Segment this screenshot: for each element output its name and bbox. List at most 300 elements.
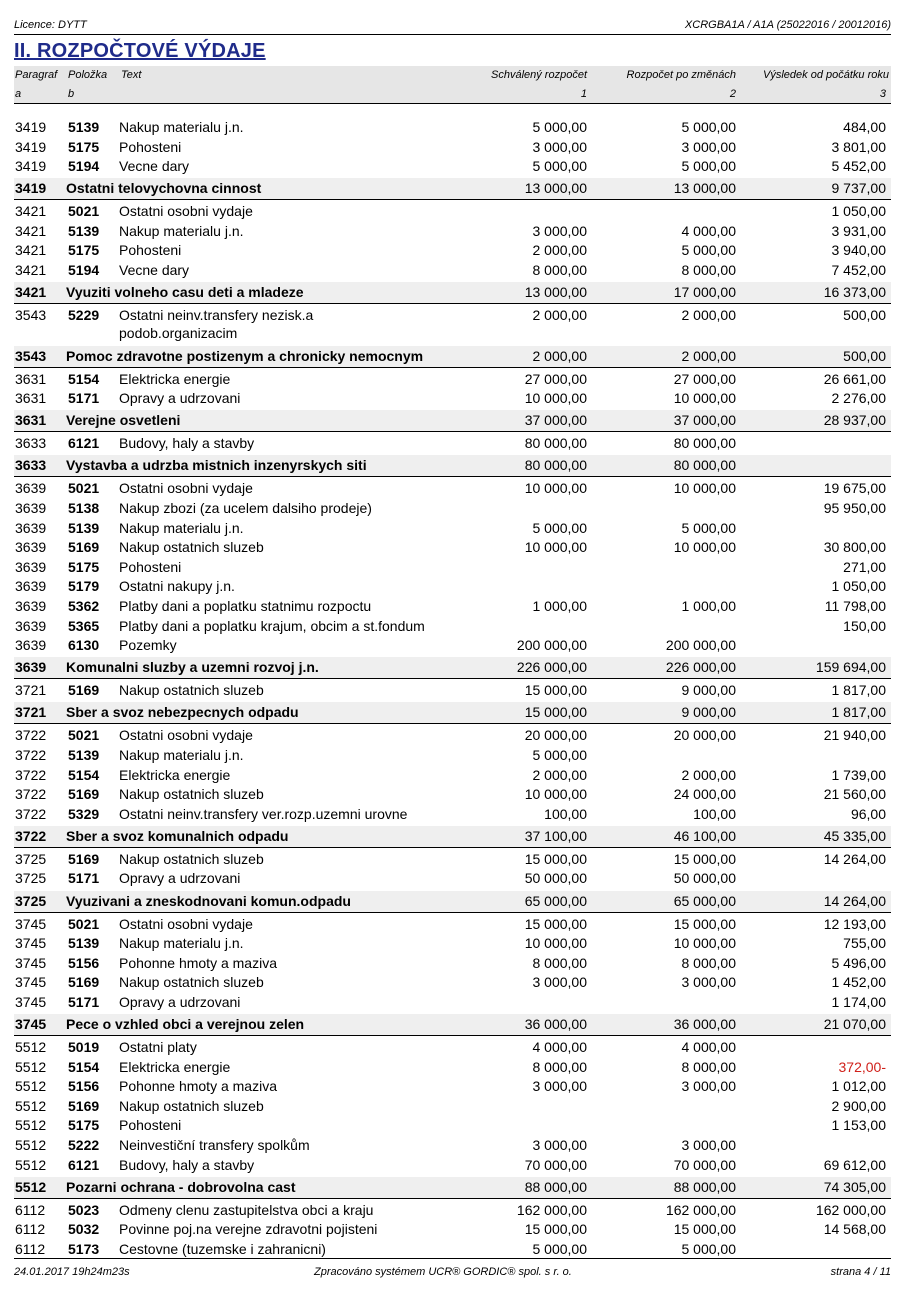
cell-i: 6121 (68, 435, 100, 452)
table-row (14, 499, 891, 519)
cell-t: Nakup materialu j.n. (119, 746, 244, 763)
cell-i: 5154 (68, 370, 100, 387)
cell-t: Opravy a udrzovani (119, 870, 241, 887)
cell-t: Ostatni osobni vydaje (119, 915, 253, 932)
cell-a2: 5 000,00 (681, 519, 736, 536)
table-row (14, 306, 891, 344)
cell-p: 6112 (15, 1221, 46, 1238)
cell-a3: 12 193,00 (823, 915, 886, 932)
cell-i: 5171 (68, 870, 100, 887)
subtotal-row (14, 891, 891, 913)
cell-a1: 2 000,00 (532, 766, 587, 783)
cell-a2: 3 000,00 (681, 1136, 736, 1153)
cell-t: Ostatni telovychovna cinnost (66, 180, 262, 197)
cell-p: 6112 (15, 1201, 46, 1218)
table-row (14, 222, 891, 242)
cell-a1: 20 000,00 (524, 727, 587, 744)
cell-a3: 372,00- (838, 1058, 886, 1075)
cell-a2: 5 000,00 (681, 1240, 736, 1257)
cell-a1: 10 000,00 (524, 935, 587, 952)
cell-a2: 5 000,00 (681, 119, 736, 135)
cell-a2: 4 000,00 (681, 222, 736, 239)
cell-t: Elektricka energie (119, 766, 231, 783)
table-row (14, 869, 891, 889)
cell-p: 3639 (15, 519, 47, 536)
cell-a2: 10 000,00 (673, 480, 736, 497)
cell-t: Elektricka energie (119, 370, 231, 387)
col-vysledek: Výsledek od počátku roku (763, 69, 889, 81)
cell-t: Odmeny clenu zastupitelstva obci a kraju (119, 1201, 374, 1218)
table-row (14, 1201, 891, 1221)
cell-t: Vecne dary (119, 158, 190, 175)
cell-p: 3745 (15, 954, 47, 971)
cell-p: 3722 (15, 827, 47, 844)
cell-a1: 10 000,00 (524, 539, 587, 556)
cell-a1: 65 000,00 (524, 892, 587, 909)
subtotal-row (14, 455, 891, 477)
cell-p: 3639 (15, 659, 47, 676)
cell-p: 3722 (15, 766, 47, 783)
cell-a1: 8 000,00 (532, 262, 587, 279)
cell-p: 5512 (15, 1156, 47, 1173)
cell-p: 3421 (15, 284, 47, 301)
cell-p: 3725 (15, 870, 47, 887)
cell-t: Budovy, haly a stavby (119, 435, 255, 452)
cell-a2: 17 000,00 (673, 284, 736, 301)
cell-a1: 5 000,00 (532, 519, 587, 536)
cell-a2: 3 000,00 (681, 974, 736, 991)
cell-p: 3631 (15, 370, 47, 387)
cell-i: 5023 (68, 1201, 100, 1218)
cell-a2: 2 000,00 (681, 307, 736, 324)
cell-a3: 11 798,00 (824, 598, 886, 614)
cell-t: Verejne osvetleni (66, 412, 181, 429)
cell-t: Nakup ostatnich sluzeb (119, 1097, 264, 1114)
table-row (14, 1097, 891, 1117)
cell-p: 3725 (15, 850, 47, 867)
cell-t: Budovy, haly a stavby (119, 1156, 255, 1173)
table-row (14, 1058, 891, 1078)
cell-a1: 5 000,00 (532, 1240, 587, 1257)
cell-t: Nakup ostatnich sluzeb (119, 682, 264, 699)
cell-i: 5171 (68, 390, 100, 407)
cell-t: Ostatni platy (119, 1039, 197, 1055)
col-1: 1 (580, 88, 587, 100)
cell-a2: 10 000,00 (673, 539, 736, 556)
cell-t: Nakup materialu j.n. (119, 119, 244, 135)
cell-a1: 15 000,00 (524, 915, 587, 932)
cell-t: Sber a svoz komunalnich odpadu (66, 827, 289, 844)
subtotal-row (14, 1177, 891, 1199)
page-number: strana 4 / 11 (830, 1266, 891, 1278)
cell-t: Nakup ostatnich sluzeb (119, 974, 264, 991)
cell-a2: 3 000,00 (681, 1078, 736, 1095)
cell-t: Platby dani a poplatku krajum, obcim a st.fondum (119, 617, 425, 634)
cell-a2: 200 000,00 (665, 637, 736, 654)
cell-p: 3639 (15, 578, 47, 595)
cell-i: 6121 (68, 1156, 100, 1173)
cell-t: Platby dani a poplatku statnimu rozpoctu (119, 598, 372, 614)
cell-i: 5362 (68, 598, 100, 614)
cell-t: Pohonne hmoty a maziva (119, 1078, 277, 1095)
cell-a2: 65 000,00 (673, 892, 736, 909)
table-row (14, 434, 891, 454)
cell-a1: 3 000,00 (532, 974, 587, 991)
table-row (14, 934, 891, 954)
cell-i: 5175 (68, 558, 100, 575)
col-a: a (15, 88, 22, 100)
cell-p: 3722 (15, 805, 47, 822)
cell-a1: 3 000,00 (532, 1136, 587, 1153)
subtotal-row (14, 346, 891, 368)
cell-a2: 100,00 (693, 805, 736, 822)
cell-a2: 10 000,00 (673, 390, 736, 407)
cell-a3: 3 801,00 (831, 138, 886, 155)
cell-a1: 27 000,00 (524, 370, 587, 387)
cell-a2: 9 000,00 (681, 682, 736, 699)
cell-i: 5139 (68, 935, 100, 952)
report-header (14, 19, 891, 35)
cell-a2: 13 000,00 (673, 180, 736, 197)
cell-a3: 1 174,00 (831, 993, 886, 1010)
cell-p: 3421 (15, 222, 47, 239)
cell-p: 3633 (15, 457, 47, 474)
cell-p: 3543 (15, 347, 47, 364)
cell-a1: 37 000,00 (524, 412, 587, 429)
cell-a1: 3 000,00 (532, 138, 587, 155)
cell-a1: 5 000,00 (532, 746, 587, 763)
cell-i: 5173 (68, 1240, 100, 1257)
cell-a3: 9 737,00 (831, 180, 886, 197)
cell-p: 3639 (15, 500, 47, 517)
cell-a3: 96,00 (850, 805, 886, 822)
cell-i: 5229 (68, 307, 100, 324)
cell-a3: 14 264,00 (823, 850, 886, 867)
cell-i: 5169 (68, 1097, 100, 1114)
cell-a2: 8 000,00 (681, 954, 736, 971)
cell-p: 5512 (15, 1039, 47, 1055)
cell-i: 5138 (68, 500, 100, 517)
cell-i: 5156 (68, 1078, 100, 1095)
cell-a3: 500,00 (843, 307, 886, 324)
cell-a3: 30 800,00 (823, 539, 886, 556)
cell-a1: 4 000,00 (532, 1039, 587, 1055)
cell-p: 3721 (15, 682, 47, 699)
cell-p: 5512 (15, 1178, 47, 1195)
cell-i: 5175 (68, 138, 100, 155)
table-row (14, 1240, 891, 1260)
cell-a2: 36 000,00 (673, 1016, 736, 1032)
cell-t: Ostatni osobni vydaje (119, 480, 253, 497)
cell-a3: 14 264,00 (823, 892, 886, 909)
table-row (14, 746, 891, 766)
cell-a1: 200 000,00 (516, 637, 587, 654)
cell-a2: 2 000,00 (681, 766, 736, 783)
cell-a2: 80 000,00 (673, 457, 736, 474)
cell-t: Opravy a udrzovani (119, 993, 241, 1010)
cell-a3: 45 335,00 (823, 827, 886, 844)
table-row (14, 118, 891, 138)
cell-a3: 21 070,00 (823, 1016, 886, 1032)
cell-a3: 7 452,00 (831, 262, 886, 279)
cell-p: 3633 (15, 435, 47, 452)
cell-p: 3745 (15, 993, 47, 1010)
cell-a1: 70 000,00 (524, 1156, 587, 1173)
table-row (14, 1077, 891, 1097)
cell-i: 5021 (68, 203, 100, 220)
cell-p: 3421 (15, 262, 47, 279)
table-row (14, 389, 891, 409)
cell-t: Pomoc zdravotne postizenym a chronicky nemocnym (66, 347, 424, 364)
cell-a1: 162 000,00 (516, 1201, 587, 1218)
table-row (14, 726, 891, 746)
table-row (14, 1116, 891, 1136)
cell-a3: 5 452,00 (831, 158, 886, 175)
cell-a1: 13 000,00 (524, 180, 587, 197)
cell-a2: 46 100,00 (673, 827, 736, 844)
cell-a3: 28 937,00 (823, 412, 886, 429)
cell-a1: 5 000,00 (532, 119, 587, 135)
table-row (14, 954, 891, 974)
table-row (14, 993, 891, 1013)
col-schvaleny: Schválený rozpočet (491, 69, 587, 81)
cell-p: 5512 (15, 1078, 47, 1095)
cell-p: 3725 (15, 892, 47, 909)
table-row (14, 1156, 891, 1176)
cell-a3: 1 817,00 (831, 682, 886, 699)
cell-a1: 88 000,00 (524, 1178, 587, 1195)
cell-a3: 162 000,00 (815, 1201, 886, 1218)
table-row (14, 261, 891, 281)
cell-a3: 16 373,00 (823, 284, 886, 301)
cell-p: 3419 (15, 119, 47, 135)
subtotal-row (14, 178, 891, 200)
cell-t: Pohonne hmoty a maziva (119, 954, 277, 971)
table-row (14, 241, 891, 261)
cell-t: Nakup materialu j.n. (119, 935, 244, 952)
cell-p: 5512 (15, 1117, 47, 1134)
table-row (14, 973, 891, 993)
cell-a1: 3 000,00 (532, 222, 587, 239)
cell-i: 5194 (68, 158, 100, 175)
licence-label: Licence: DYTT (14, 19, 87, 31)
cell-p: 3421 (15, 203, 47, 220)
cell-a3: 14 568,00 (823, 1221, 886, 1238)
cell-i: 5021 (68, 480, 100, 497)
cell-a3: 69 612,00 (823, 1156, 886, 1173)
table-row (14, 577, 891, 597)
cell-t: Nakup materialu j.n. (119, 222, 244, 239)
cell-a3: 484,00 (843, 119, 886, 135)
subtotal-row (14, 657, 891, 679)
table-row (14, 597, 891, 617)
cell-i: 5021 (68, 915, 100, 932)
cell-a1: 15 000,00 (524, 704, 587, 721)
cell-t: Pohosteni (119, 1117, 182, 1134)
table-row (14, 766, 891, 786)
col-text: Text (121, 69, 142, 81)
subtotal-row (14, 702, 891, 724)
col-paragraf: Paragraf (15, 69, 58, 81)
cell-a1: 50 000,00 (524, 870, 587, 887)
cell-i: 6130 (68, 637, 100, 654)
cell-a3: 19 675,00 (823, 480, 886, 497)
cell-p: 3639 (15, 558, 47, 575)
print-date: 24.01.2017 19h24m23s (14, 1266, 130, 1278)
subtotal-row (14, 282, 891, 304)
cell-a1: 1 000,00 (532, 598, 587, 614)
cell-a1: 226 000,00 (516, 659, 587, 676)
table-row (14, 138, 891, 158)
report-code: XCRGBA1A / A1A (25022016 / 20012016) (684, 19, 891, 31)
table-row (14, 1220, 891, 1240)
cell-i: 5021 (68, 727, 100, 744)
cell-t: Ostatni nakupy j.n. (119, 578, 235, 595)
cell-t: Vyuzivani a zneskodnovani komun.odpadu (66, 892, 351, 909)
cell-i: 5139 (68, 746, 100, 763)
table-row (14, 850, 891, 870)
table-row (14, 558, 891, 578)
cell-a3: 2 276,00 (831, 390, 886, 407)
cell-p: 5512 (15, 1097, 47, 1114)
cell-t: Neinvestiční transfery spolkům (119, 1136, 310, 1153)
cell-a3: 1 739,00 (831, 766, 886, 783)
cell-i: 5139 (68, 519, 100, 536)
cell-a3: 1 050,00 (831, 578, 886, 595)
cell-a2: 15 000,00 (673, 1221, 736, 1238)
cell-p: 3543 (15, 307, 47, 324)
subtotal-row (14, 1014, 891, 1036)
cell-a3: 1 817,00 (831, 704, 886, 721)
cell-p: 3631 (15, 412, 47, 429)
cell-t: Vyuziti volneho casu deti a mladeze (66, 284, 304, 301)
cell-i: 5169 (68, 974, 100, 991)
cell-a1: 10 000,00 (524, 480, 587, 497)
cell-t: Ostatni neinv.transfery nezisk.a (119, 307, 314, 324)
table-row (14, 915, 891, 935)
table-row (14, 157, 891, 177)
table-row (14, 479, 891, 499)
cell-a3: 1 050,00 (831, 203, 886, 220)
cell-a3: 74 305,00 (823, 1178, 886, 1195)
cell-a2: 8 000,00 (681, 1058, 736, 1075)
report-footer (14, 1258, 891, 1281)
cell-p: 3745 (15, 915, 47, 932)
cell-t: Pohosteni (119, 242, 182, 259)
cell-i: 5032 (68, 1221, 100, 1238)
cell-a1: 10 000,00 (524, 786, 587, 803)
budget-table (14, 118, 891, 1259)
cell-p: 5512 (15, 1136, 47, 1153)
cell-i: 5154 (68, 1058, 100, 1075)
cell-p: 3639 (15, 598, 47, 614)
cell-p: 3745 (15, 1016, 47, 1032)
cell-a3: 95 950,00 (823, 500, 886, 517)
cell-a2: 24 000,00 (673, 786, 736, 803)
cell-t: Pohosteni (119, 138, 182, 155)
cell-a2: 2 000,00 (681, 347, 736, 364)
table-row (14, 805, 891, 825)
cell-a2: 4 000,00 (681, 1039, 736, 1055)
cell-i: 5175 (68, 1117, 100, 1134)
cell-a1: 80 000,00 (524, 457, 587, 474)
cell-p: 3631 (15, 390, 47, 407)
cell-i: 5171 (68, 993, 100, 1010)
cell-t: Pece o vzhled obci a verejnou zelen (66, 1016, 305, 1032)
cell-a1: 2 000,00 (532, 347, 587, 364)
cell-i: 5156 (68, 954, 100, 971)
cell-i: 5169 (68, 682, 100, 699)
cell-t-cont: podob.organizacim (119, 325, 238, 342)
column-header (14, 66, 891, 104)
cell-a3: 1 012,00 (831, 1078, 886, 1095)
cell-t: Pozarni ochrana - dobrovolna cast (66, 1178, 296, 1195)
cell-t: Komunalni sluzby a uzemni rozvoj j.n. (66, 659, 319, 676)
cell-a1: 5 000,00 (532, 158, 587, 175)
cell-a2: 5 000,00 (681, 158, 736, 175)
cell-a1: 15 000,00 (524, 1221, 587, 1238)
table-row (14, 519, 891, 539)
cell-p: 3745 (15, 974, 47, 991)
cell-t: Cestovne (tuzemske i zahranicni) (119, 1240, 326, 1257)
cell-i: 5329 (68, 805, 100, 822)
cell-a2: 10 000,00 (673, 935, 736, 952)
cell-a3: 26 661,00 (823, 370, 886, 387)
cell-i: 5222 (68, 1136, 100, 1153)
cell-i: 5019 (68, 1039, 100, 1055)
cell-t: Vystavba a udrzba mistnich inzenyrskych siti (66, 457, 367, 474)
cell-i: 5169 (68, 850, 100, 867)
cell-i: 5194 (68, 262, 100, 279)
col-b: b (68, 88, 75, 100)
cell-a1: 15 000,00 (524, 682, 587, 699)
cell-p: 5512 (15, 1058, 47, 1075)
cell-t: Sber a svoz nebezpecnych odpadu (66, 704, 299, 721)
cell-i: 5169 (68, 539, 100, 556)
table-row (14, 370, 891, 390)
table-row (14, 681, 891, 701)
cell-i: 5365 (68, 617, 100, 634)
cell-a2: 88 000,00 (673, 1178, 736, 1195)
cell-a2: 20 000,00 (673, 727, 736, 744)
cell-i: 5154 (68, 766, 100, 783)
table-row (14, 1038, 891, 1058)
cell-t: Elektricka energie (119, 1058, 231, 1075)
col-po-zmenach: Rozpočet po změnách (626, 69, 736, 81)
cell-i: 5139 (68, 119, 100, 135)
cell-a3: 3 931,00 (831, 222, 886, 239)
cell-t: Ostatni osobni vydaje (119, 727, 253, 744)
cell-p: 3421 (15, 242, 47, 259)
col-3: 3 (879, 88, 886, 100)
cell-a1: 2 000,00 (532, 307, 587, 324)
cell-p: 3639 (15, 539, 47, 556)
cell-a1: 8 000,00 (532, 954, 587, 971)
subtotal-row (14, 826, 891, 848)
cell-a3: 500,00 (843, 347, 886, 364)
cell-a2: 226 000,00 (665, 659, 736, 676)
cell-a2: 70 000,00 (673, 1156, 736, 1173)
cell-p: 3639 (15, 617, 47, 634)
cell-p: 3722 (15, 746, 47, 763)
cell-a2: 9 000,00 (681, 704, 736, 721)
cell-a2: 15 000,00 (673, 915, 736, 932)
cell-a2: 15 000,00 (673, 850, 736, 867)
cell-t: Povinne poj.na verejne zdravotni pojisteni (119, 1221, 378, 1238)
cell-a1: 80 000,00 (524, 435, 587, 452)
cell-a1: 100,00 (544, 805, 587, 822)
cell-a3: 755,00 (843, 935, 886, 952)
